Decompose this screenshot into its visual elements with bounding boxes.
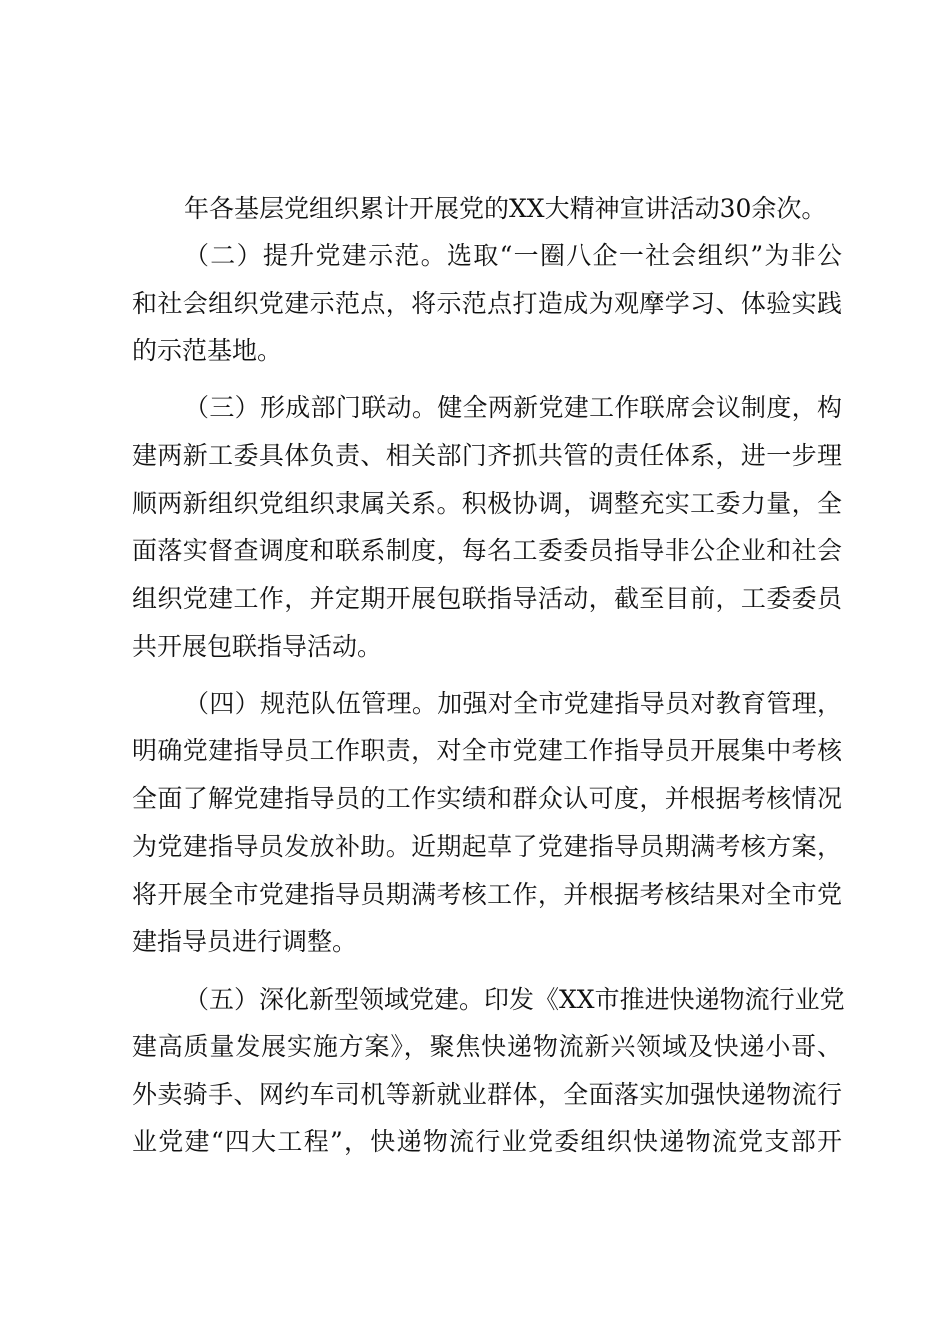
text-line-20: 业党建“四大工程”，快递物流行业党委组织快递物流党支部开 (132, 1127, 842, 1156)
text-line-18: 建高质量发展实施方案》，聚焦快递物流新兴领域及快递小哥、 (132, 1032, 842, 1061)
text-line-10: 共开展包联指导活动。 (132, 632, 383, 661)
text-line-19: 外卖骑手、网约车司机等新就业群体，全面落实加强快递物流行 (132, 1080, 842, 1109)
text-line-16: 建指导员进行调整。 (132, 927, 358, 956)
text-line-5: （三）形成部门联动。健全两新党建工作联席会议制度，构 (184, 393, 842, 422)
text-line-1: 年各基层党组织累计开展党的XX大精神宣讲活动30余次。 (184, 194, 827, 223)
text-line-11: （四）规范队伍管理。加强对全市党建指导员对教育管理， (184, 689, 842, 718)
text-line-2: （二）提升党建示范。选取“一圈八企一社会组织”为非公 (184, 241, 842, 270)
text-line-3: 和社会组织党建示范点，将示范点打造成为观摩学习、体验实践 (132, 289, 842, 318)
text-line-13: 全面了解党建指导员的工作实绩和群众认可度，并根据考核情况 (132, 784, 842, 813)
text-line-4: 的示范基地。 (132, 336, 283, 365)
text-line-6: 建两新工委具体负责、相关部门齐抓共管的责任体系，进一步理 (132, 441, 842, 470)
text-line-12: 明确党建指导员工作职责，对全市党建工作指导员开展集中考核 (132, 736, 842, 765)
text-line-7: 顺两新组织党组织隶属关系。积极协调，调整充实工委力量，全 (132, 489, 842, 518)
text-line-14: 为党建指导员发放补助。近期起草了党建指导员期满考核方案， (132, 832, 842, 861)
text-line-9: 组织党建工作，并定期开展包联指导活动，截至目前，工委委员 (132, 584, 842, 613)
text-line-8: 面落实督查调度和联系制度，每名工委委员指导非公企业和社会 (132, 536, 842, 565)
text-line-15: 将开展全市党建指导员期满考核工作，并根据考核结果对全市党 (132, 880, 842, 909)
text-line-17: （五）深化新型领域党建。印发《XX市推进快递物流行业党 (184, 985, 845, 1014)
